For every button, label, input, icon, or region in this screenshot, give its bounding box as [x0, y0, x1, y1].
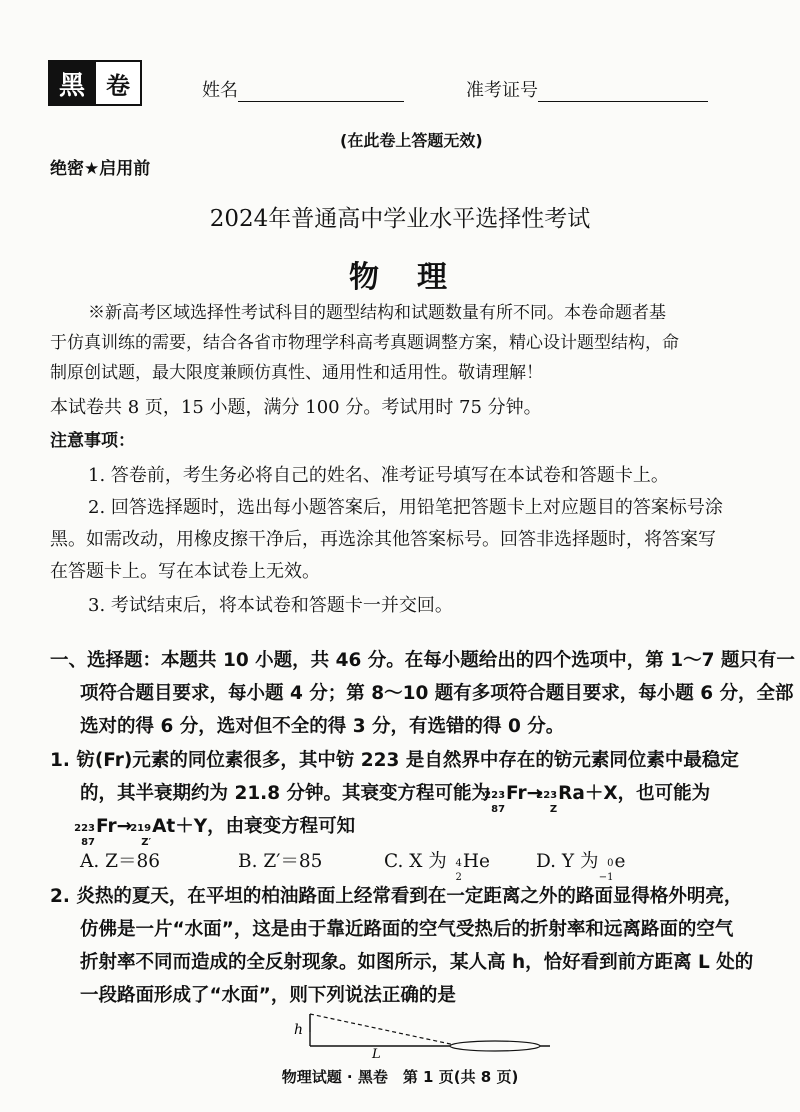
- atomic-number: −1: [598, 872, 614, 883]
- intro-line-4: 本试卷共 8 页，15 小题，满分 100 分。考试用时 75 分钟。: [50, 397, 542, 418]
- secret-label: 绝密★启用前: [50, 159, 151, 179]
- intro-line-2: 于仿真训练的需要，结合各省市物理学科高考真题调整方案，精心设计题型结构，命: [50, 333, 679, 353]
- q1-line-2: [80, 777, 711, 815]
- label-h: h: [294, 1022, 304, 1038]
- mass-number: 0: [607, 858, 614, 869]
- element-e: e: [614, 851, 626, 872]
- q1-eq1-ra: Ra＋X，也可能为: [558, 783, 711, 804]
- note-3: 3. 考试结束后，将本试卷和答题卡一并交回。: [88, 595, 453, 616]
- atomic-number: 87: [81, 837, 95, 848]
- mass-number: 4: [455, 858, 462, 869]
- q1-eq2-fr: Fr→: [96, 816, 133, 837]
- mass-number: 219: [130, 823, 152, 834]
- name-field: [202, 76, 404, 102]
- atomic-number: Z: [549, 804, 558, 815]
- q1-option-b[interactable]: B. Z′＝85: [238, 851, 323, 872]
- q1-option-c[interactable]: [384, 845, 490, 883]
- note-2-line-3: 在答题卡上。写在本试卷上无效。: [50, 561, 320, 582]
- atomic-number: 2: [455, 872, 462, 883]
- element-he: He: [462, 851, 490, 872]
- name-label: 姓名: [202, 80, 238, 101]
- mass-number: 223: [484, 790, 506, 801]
- q2-line-3: 折射率不同而造成的全反射现象。如图所示，某人高 h，恰好看到前方距离 L 处的: [80, 952, 754, 973]
- nuclide-fr-2: [74, 816, 96, 848]
- atomic-number: 87: [491, 804, 506, 815]
- option-c-label: C. X 为: [384, 851, 447, 872]
- nuclide-at: [130, 816, 152, 848]
- q1-line-1: 1. 钫(Fr)元素的同位素很多，其中钫 223 是自然界中存在的钫元素同位素中最稳定: [50, 750, 739, 771]
- logo-left-char: 黑: [50, 62, 94, 104]
- section1-line-2: 项符合题目要求，每小题 4 分；第 8～10 题有多项符合题目要求，每小题 6 分，全部: [80, 683, 794, 704]
- exam-title: 2024年普通高中学业水平选择性考试: [209, 206, 591, 232]
- exam-logo: [48, 60, 142, 106]
- nuclide-ra: [536, 783, 558, 815]
- invalid-notice: (在此卷上答题无效): [340, 131, 483, 150]
- mirage-figure: [280, 1010, 560, 1060]
- label-L: L: [372, 1047, 381, 1060]
- q2-line-4: 一段路面形成了“水面”，则下列说法正确的是: [80, 985, 456, 1006]
- atomic-number: Z′: [141, 837, 152, 848]
- q1-option-d[interactable]: [536, 845, 626, 883]
- note-2-line-2: 黑。如需改动，用橡皮擦干净后，再选涂其他答案标号。回答非选择题时，将答案写: [50, 529, 716, 550]
- mass-number: 223: [74, 823, 95, 834]
- notes-heading: 注意事项：: [50, 431, 135, 451]
- page-footer: 物理试题 · 黑卷 第 1 页(共 8 页): [281, 1068, 519, 1086]
- q1-option-a[interactable]: A. Z＝86: [80, 851, 161, 872]
- note-1: 1. 答卷前，考生务必将自己的姓名、准考证号填写在本试卷和答题卡上。: [88, 465, 669, 486]
- subject-title: 物 理: [349, 260, 451, 295]
- q1-eq2-at: At＋Y，由衰变方程可知: [152, 816, 356, 837]
- nuclide-e: [598, 851, 615, 883]
- intro-line-1: ※新高考区域选择性考试科目的题型结构和试题数量有所不同。本卷命题者基: [88, 303, 666, 323]
- id-label: 准考证号: [466, 80, 538, 101]
- sight-line: [310, 1014, 455, 1045]
- intro-line-3: 制原创试题，最大限度兼顾仿真性、通用性和适用性。敬请理解！: [50, 363, 543, 383]
- mass-number: 223: [536, 790, 558, 801]
- note-2-line-1: 2. 回答选择题时，选出每小题答案后，用铅笔把答题卡上对应题目的答案标号涂: [88, 497, 723, 518]
- q2-line-2: 仿佛是一片“水面”，这是由于靠近路面的空气受热后的折射率和远离路面的空气: [80, 919, 734, 940]
- nuclide-he: [447, 851, 463, 883]
- logo-right-char: 卷: [94, 62, 140, 104]
- option-d-label: D. Y 为: [536, 851, 599, 872]
- name-blank[interactable]: [238, 83, 404, 102]
- section1-line-3: 选对的得 6 分，选对但不全的得 3 分，有选错的得 0 分。: [80, 716, 565, 737]
- water-surface-illusion: [450, 1041, 540, 1051]
- q1-line-2-text: 的，其半衰期约为 21.8 分钟。其衰变方程可能为: [80, 783, 491, 804]
- section1-line-1: 一、选择题：本题共 10 小题，共 46 分。在每小题给出的四个选项中，第 1～7 题只有一: [50, 650, 795, 671]
- q1-eq1-fr: Fr→: [506, 783, 543, 804]
- q1-line-3: [74, 810, 356, 848]
- q2-line-1: 2. 炎热的夏天，在平坦的柏油路面上经常看到在一定距离之外的路面显得格外明亮，: [50, 886, 743, 907]
- nuclide-fr-1: [484, 783, 506, 815]
- id-field: [466, 76, 708, 102]
- id-blank[interactable]: [538, 83, 708, 102]
